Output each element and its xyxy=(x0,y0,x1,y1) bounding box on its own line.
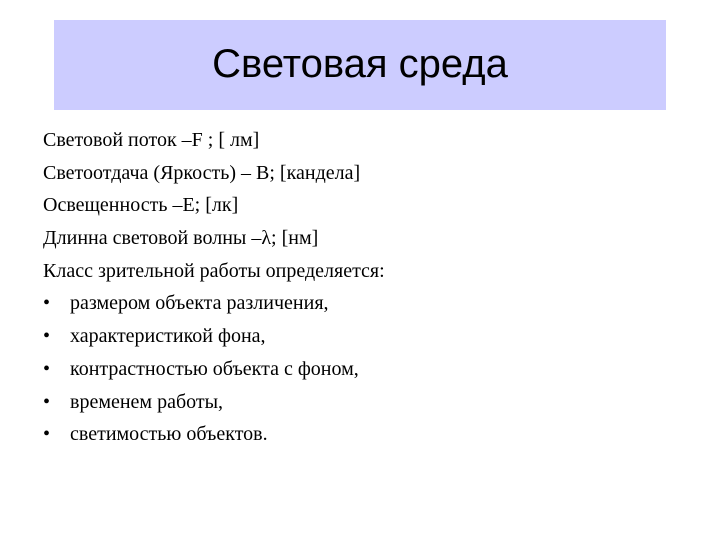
bullet-text: контрастностью объекта с фоном, xyxy=(70,357,359,380)
slide-title: Световая среда xyxy=(212,42,508,86)
bullet-item xyxy=(43,320,683,353)
body-line-luminance: Светоотдача (Яркость) – B; [кандела] xyxy=(43,161,361,184)
bullet-text: светимостью объектов. xyxy=(70,423,268,446)
body-line-wavelength: Длинна световой волны –λ; [нм] xyxy=(43,227,319,250)
bullet-symbol: • xyxy=(43,325,51,348)
bullet-item xyxy=(43,287,683,320)
bullet-symbol: • xyxy=(43,292,51,315)
bullet-item xyxy=(43,353,683,386)
bullet-item xyxy=(43,418,683,451)
body-line-luminous-flux: Световой поток –F ; [ лм] xyxy=(43,129,260,151)
bullet-symbol: • xyxy=(43,357,51,380)
bullet-text: характеристикой фона, xyxy=(70,325,266,348)
bullet-text: размером объекта различения, xyxy=(70,292,329,315)
bullet-item xyxy=(43,386,683,419)
bullet-text: временем работы, xyxy=(70,390,224,413)
body-line-illuminance: Освещенность –Е; [лк] xyxy=(43,194,239,217)
bullet-symbol: • xyxy=(43,390,51,413)
title-banner xyxy=(54,20,666,110)
bullet-symbol: • xyxy=(43,423,51,446)
slide-body xyxy=(43,124,683,451)
body-line-work-class: Класс зрительной работы определяется: xyxy=(43,259,385,282)
